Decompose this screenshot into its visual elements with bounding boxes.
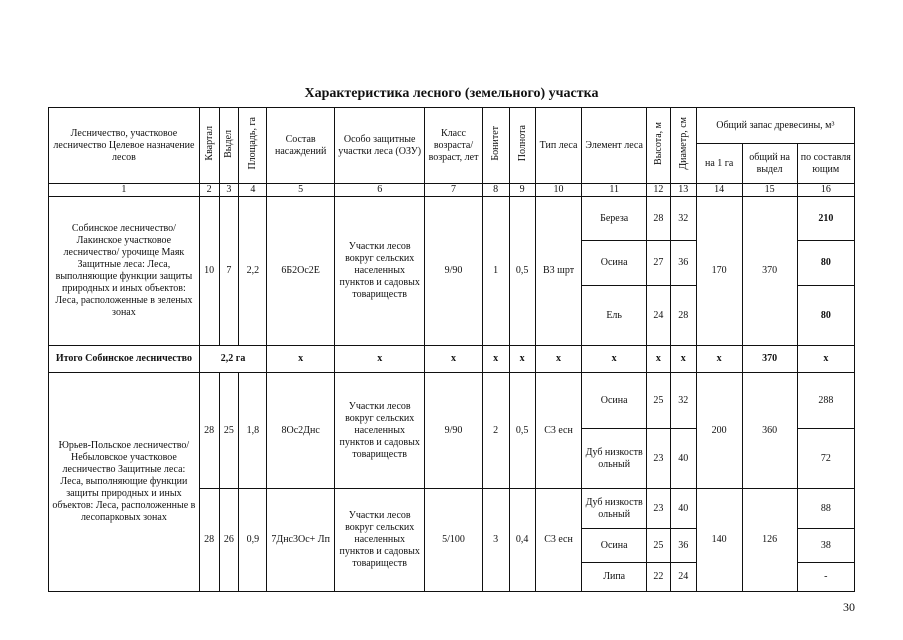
total-x: х <box>696 346 742 373</box>
diameter-cell: 24 <box>670 563 696 592</box>
header-element: Элемент леса <box>582 108 646 184</box>
header-composition: Состав насаждений <box>267 108 335 184</box>
header-wood-stock: Общий запас древесины, м³ <box>696 108 854 144</box>
forest-type-cell: С3 есн <box>535 373 582 489</box>
kvartal-cell: 28 <box>199 373 219 489</box>
col-num: 8 <box>482 184 509 197</box>
col-num: 14 <box>696 184 742 197</box>
header-per-ha: на 1 га <box>696 144 742 184</box>
total-x: х <box>509 346 535 373</box>
col-num: 10 <box>535 184 582 197</box>
header-age: Класс возраста/ возраст, лет <box>425 108 482 184</box>
kvartal-cell: 28 <box>199 489 219 592</box>
element-cell: Береза <box>582 197 646 241</box>
ozu-cell: Участки лесов вокруг сельских населенных пунктов и садовых товариществ <box>334 197 424 346</box>
header-vydel: Выдел <box>219 108 239 184</box>
total-x: х <box>535 346 582 373</box>
header-forest-type: Тип леса <box>535 108 582 184</box>
col-num: 1 <box>49 184 200 197</box>
height-cell: 23 <box>646 429 670 489</box>
total-label: Итого Собинское лесничество <box>49 346 200 373</box>
page-number: 30 <box>843 600 855 614</box>
col-num: 4 <box>239 184 267 197</box>
polnota-cell: 0,5 <box>509 197 535 346</box>
col-num: 6 <box>334 184 424 197</box>
area-cell: 0,9 <box>239 489 267 592</box>
component-volume-cell: 72 <box>797 429 854 489</box>
component-volume-cell: - <box>797 563 854 592</box>
diameter-cell: 40 <box>670 429 696 489</box>
bonitet-cell: 2 <box>482 373 509 489</box>
component-volume-cell: 38 <box>797 529 854 563</box>
header-row <box>49 108 855 144</box>
total-x: х <box>334 346 424 373</box>
composition-cell: 7Днс3Ос+ Лп <box>267 489 335 592</box>
polnota-cell: 0,5 <box>509 373 535 489</box>
diameter-cell: 36 <box>670 529 696 563</box>
total-cell: 126 <box>742 489 797 592</box>
diameter-cell: 28 <box>670 286 696 346</box>
vydel-cell: 7 <box>219 197 239 346</box>
header-total: общий на выдел <box>742 144 797 184</box>
total-x: х <box>482 346 509 373</box>
area-cell: 2,2 <box>239 197 267 346</box>
header-ozu: Особо защитные участки леса (ОЗУ) <box>334 108 424 184</box>
per-ha-cell: 140 <box>696 489 742 592</box>
polnota-cell: 0,4 <box>509 489 535 592</box>
total-cell: 370 <box>742 197 797 346</box>
age-cell: 9/90 <box>425 197 482 346</box>
element-cell: Дуб низкоств ольный <box>582 489 646 529</box>
total-area: 2,2 га <box>199 346 267 373</box>
col-num: 5 <box>267 184 335 197</box>
total-x: х <box>797 346 854 373</box>
area-cell: 1,8 <box>239 373 267 489</box>
per-ha-cell: 170 <box>696 197 742 346</box>
total-x: х <box>425 346 482 373</box>
component-volume-cell: 288 <box>797 373 854 429</box>
header-bonitet: Бонитет <box>482 108 509 184</box>
height-cell: 22 <box>646 563 670 592</box>
col-num: 9 <box>509 184 535 197</box>
vydel-cell: 26 <box>219 489 239 592</box>
composition-cell: 8Ос2Днс <box>267 373 335 489</box>
height-cell: 24 <box>646 286 670 346</box>
forest-type-cell: С3 есн <box>535 489 582 592</box>
total-x: х <box>646 346 670 373</box>
element-cell: Дуб низкоств ольный <box>582 429 646 489</box>
column-number-row <box>49 184 855 197</box>
bonitet-cell: 3 <box>482 489 509 592</box>
table-row <box>49 197 855 241</box>
header-kvartal: Квартал <box>199 108 219 184</box>
element-cell: Осина <box>582 241 646 286</box>
bonitet-cell: 1 <box>482 197 509 346</box>
col-num: 15 <box>742 184 797 197</box>
document-title: Характеристика лесного (земельного) участка <box>304 86 599 101</box>
col-num: 2 <box>199 184 219 197</box>
header-by-components: по составля ющим <box>797 144 854 184</box>
forestry-cell: Юрьев-Польское лесничество/ Небыловское участковое лесничество Защитные леса: Леса, выполняющие функции защиты природных и иных объектов: Леса, расположенные в лесопарковых зонах <box>49 373 200 592</box>
diameter-cell: 32 <box>670 197 696 241</box>
component-volume-cell: 88 <box>797 489 854 529</box>
age-cell: 5/100 <box>425 489 482 592</box>
height-cell: 25 <box>646 373 670 429</box>
ozu-cell: Участки лесов вокруг сельских населенных пунктов и садовых товариществ <box>334 373 424 489</box>
total-x: х <box>670 346 696 373</box>
total-x: х <box>582 346 646 373</box>
age-cell: 9/90 <box>425 373 482 489</box>
element-cell: Липа <box>582 563 646 592</box>
component-volume-cell: 80 <box>797 241 854 286</box>
per-ha-cell: 200 <box>696 373 742 489</box>
element-cell: Осина <box>582 529 646 563</box>
total-volume: 370 <box>742 346 797 373</box>
forest-plot-table <box>48 107 855 592</box>
header-diameter: Диаметр, см <box>670 108 696 184</box>
height-cell: 23 <box>646 489 670 529</box>
vydel-cell: 25 <box>219 373 239 489</box>
composition-cell: 6Б2Ос2Е <box>267 197 335 346</box>
height-cell: 27 <box>646 241 670 286</box>
component-volume-cell: 210 <box>797 197 854 241</box>
col-num: 12 <box>646 184 670 197</box>
header-forestry: Лесничество, участковое лесничество Целевое назначение лесов <box>49 108 200 184</box>
header-height: Высота, м <box>646 108 670 184</box>
col-num: 7 <box>425 184 482 197</box>
height-cell: 28 <box>646 197 670 241</box>
element-cell: Ель <box>582 286 646 346</box>
forestry-cell: Собинское лесничество/ Лакинское участковое лесничество/ урочище Маяк Защитные леса: Леса, выполняющие функции защиты природных и иных объектов: Леса, расположенные в зеленых зонах <box>49 197 200 346</box>
col-num: 13 <box>670 184 696 197</box>
col-num: 3 <box>219 184 239 197</box>
col-num: 16 <box>797 184 854 197</box>
total-cell: 360 <box>742 373 797 489</box>
diameter-cell: 32 <box>670 373 696 429</box>
height-cell: 25 <box>646 529 670 563</box>
diameter-cell: 40 <box>670 489 696 529</box>
element-cell: Осина <box>582 373 646 429</box>
component-volume-cell: 80 <box>797 286 854 346</box>
table-row <box>49 373 855 429</box>
header-area: Площадь, га <box>239 108 267 184</box>
total-x: х <box>267 346 335 373</box>
header-polnota: Полнота <box>509 108 535 184</box>
kvartal-cell: 10 <box>199 197 219 346</box>
total-row <box>49 346 855 373</box>
diameter-cell: 36 <box>670 241 696 286</box>
forest-type-cell: В3 шрт <box>535 197 582 346</box>
ozu-cell: Участки лесов вокруг сельских населенных пунктов и садовых товариществ <box>334 489 424 592</box>
col-num: 11 <box>582 184 646 197</box>
